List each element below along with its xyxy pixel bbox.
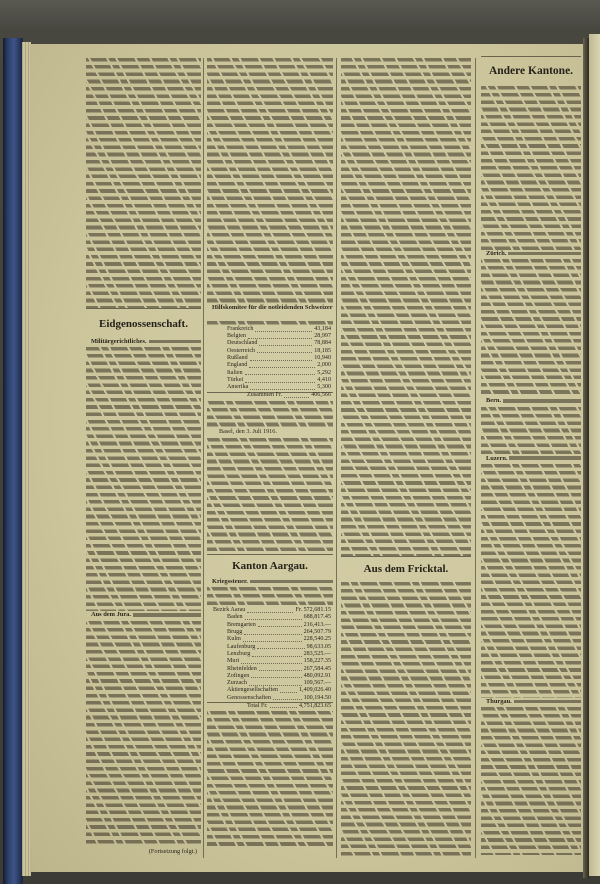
relief-amount: 5,292 — [317, 369, 331, 376]
tax-district: Genossenschaften — [227, 694, 271, 701]
dateline: Basel, den 3. Juli 1916. — [219, 427, 277, 435]
illegible-text-lines — [481, 257, 581, 397]
section-heading-andere-kantone: Andere Kantone. — [481, 56, 581, 84]
tax-district: Muri — [227, 658, 240, 665]
tax-amount: 688,817.45 — [303, 614, 331, 621]
section-heading-eidgenossenschaft: Eidgenossenschaft. — [86, 308, 201, 338]
tax-district: Zofingen — [227, 672, 250, 679]
tax-district: Lenzburg — [227, 650, 251, 657]
tax-row — [207, 651, 333, 658]
tax-amount: 1,409,026.40 — [299, 687, 331, 694]
relief-row — [207, 377, 333, 384]
dot-leader — [259, 667, 302, 671]
illegible-text-lines — [481, 705, 581, 855]
dot-leader — [245, 371, 316, 375]
dot-leader — [258, 623, 302, 627]
dot-leader — [255, 328, 312, 332]
illegible-text-lines — [86, 56, 201, 308]
relief-country: Oesterreich — [227, 347, 256, 354]
book-binding — [3, 38, 23, 884]
relief-total-amount: 406,566 — [311, 392, 331, 399]
relief-amount: 4,410 — [317, 376, 331, 383]
tax-row — [207, 687, 333, 694]
column-rule — [336, 58, 337, 858]
tax-row — [207, 614, 333, 621]
relief-amount: 43,184 — [314, 325, 331, 332]
relief-row — [207, 370, 333, 377]
tax-district: Aktiengesellschaften — [227, 687, 279, 694]
relief-amount: 10,940 — [314, 355, 331, 362]
dot-leader — [257, 645, 304, 649]
dot-leader — [259, 342, 312, 346]
tax-row — [207, 622, 333, 629]
tax-district: Bremgarten — [227, 621, 256, 628]
illegible-text-lines — [341, 580, 471, 856]
article-lead-text: Kriegssteuer. — [212, 577, 248, 585]
tax-total-amount: 4,751,823.65 — [299, 702, 331, 709]
dot-leader — [252, 653, 301, 657]
relief-list — [207, 326, 333, 399]
dot-leader — [247, 609, 293, 613]
illegible-text-lines — [341, 56, 471, 556]
illegible-text-fill — [133, 613, 201, 617]
illegible-text-fill — [503, 399, 581, 403]
tax-amount: 100,194.50 — [303, 694, 331, 701]
section-heading-kanton-aargau: Kanton Aargau. — [207, 554, 333, 578]
illegible-text-lines — [207, 585, 333, 607]
relief-row — [207, 340, 333, 347]
relief-country: Italien — [227, 369, 243, 376]
tax-district: Laufenburg — [227, 643, 256, 650]
tax-amount: 480,092.91 — [303, 672, 331, 679]
tax-amount: 109,567.— — [303, 680, 331, 687]
dot-leader — [245, 616, 302, 620]
column-1 — [86, 56, 201, 860]
dot-leader — [270, 704, 297, 708]
relief-amount: 28,997 — [314, 333, 331, 340]
tax-amount: Fr. 572,681.15 — [295, 607, 331, 614]
article-lead — [86, 611, 201, 618]
relief-amount: 18,185 — [314, 347, 331, 354]
dot-leader — [250, 386, 315, 390]
illegible-text-lines — [481, 84, 581, 250]
relief-amount: 5,300 — [317, 384, 331, 391]
dot-leader — [257, 349, 312, 353]
tax-row — [207, 644, 333, 651]
tax-amount: 264,507.79 — [303, 629, 331, 636]
relief-amount: 78,884 — [314, 340, 331, 347]
dot-leader — [280, 689, 297, 693]
illegible-text-lines — [86, 345, 201, 611]
next-page-edge — [589, 34, 600, 876]
relief-country: Belgien — [227, 333, 246, 340]
dot-leader — [284, 394, 309, 398]
illegible-text-fill — [509, 456, 581, 460]
dot-leader — [245, 379, 315, 383]
tax-amount: 283,525.— — [303, 650, 331, 657]
column-2 — [207, 56, 333, 860]
tax-amount: 228,540.25 — [303, 636, 331, 643]
relief-country: England — [227, 362, 248, 369]
relief-row — [207, 362, 333, 369]
tax-row — [207, 673, 333, 680]
article-lead-relief: Hilfskomitee für die notleidenden Schweizer — [212, 304, 333, 311]
relief-country: Türkei — [227, 376, 244, 383]
column-3 — [341, 56, 471, 860]
tax-row — [207, 695, 333, 702]
tax-total-row — [207, 702, 333, 709]
tax-total-label: Total Fr. — [247, 702, 268, 709]
illegible-text-lines — [207, 436, 333, 554]
illegible-text-fill — [508, 252, 581, 256]
tax-district: Zurzach — [227, 680, 247, 687]
dot-leader — [249, 682, 302, 686]
tax-row — [207, 636, 333, 643]
tax-district: Kulm — [227, 636, 241, 643]
column-rule — [475, 58, 476, 858]
canton-lead-text: Zürich. — [486, 250, 507, 257]
section-heading-fricktal: Aus dem Fricktal. — [341, 556, 471, 580]
illegible-text-lines — [207, 709, 333, 849]
illegible-text-lines — [481, 462, 581, 698]
column-rule — [203, 58, 204, 858]
illegible-text-lines — [207, 399, 333, 428]
tax-district: Baden — [227, 614, 243, 621]
relief-row — [207, 348, 333, 355]
dot-leader — [241, 660, 301, 664]
illegible-text-fill — [149, 340, 201, 344]
dot-leader — [244, 631, 301, 635]
tax-district: Rheinfelden — [227, 665, 257, 672]
illegible-text-fill — [514, 700, 581, 704]
relief-country: Frankreich — [227, 325, 254, 332]
relief-amount: 2,000 — [317, 362, 331, 369]
continuation-note: (Fortsetzung folgt.) — [148, 847, 197, 855]
dot-leader — [243, 638, 302, 642]
relief-country: Deutschland — [227, 340, 258, 347]
article-lead-text: Aus dem Jura. — [91, 611, 131, 619]
article-lead — [207, 578, 333, 585]
article-lead — [86, 338, 201, 345]
dot-leader — [251, 674, 301, 678]
illegible-text-lines — [207, 56, 333, 304]
article-lead — [481, 455, 581, 462]
tax-district: Bezirk Aarau — [213, 607, 246, 614]
tax-row — [207, 607, 333, 614]
tax-amount: 158,227.35 — [303, 658, 331, 665]
relief-row — [207, 384, 333, 391]
canton-lead-text: Luzern. — [486, 454, 508, 462]
canton-lead-text: Bern. — [486, 397, 502, 405]
tax-amount: 216,413.— — [303, 621, 331, 628]
relief-row — [207, 333, 333, 340]
dot-leader — [249, 364, 315, 368]
dot-leader — [250, 357, 313, 361]
illegible-text-lines — [481, 405, 581, 455]
article-lead — [481, 397, 581, 404]
tax-row — [207, 629, 333, 636]
relief-row — [207, 355, 333, 362]
relief-total-label: Zusammen Fr. — [247, 392, 283, 399]
article-lead-text: Militärgerichtliches. — [91, 338, 147, 345]
tax-row — [207, 658, 333, 665]
dot-leader — [273, 696, 302, 700]
illegible-text-lines — [207, 319, 333, 326]
tax-amount: 98,633.05 — [306, 643, 331, 650]
article-lead — [481, 698, 581, 705]
tax-row — [207, 666, 333, 673]
war-tax-table — [207, 607, 333, 709]
illegible-text-lines — [86, 619, 201, 847]
dot-leader — [248, 335, 312, 339]
illegible-text-fill — [250, 580, 333, 584]
relief-country: Amerika — [227, 384, 249, 391]
relief-country: Rußland — [227, 355, 248, 362]
canton-lead-text: Thurgau. — [486, 697, 512, 705]
column-4 — [481, 56, 581, 860]
relief-row — [207, 326, 333, 333]
relief-total-row — [207, 392, 333, 399]
article-lead — [481, 250, 581, 257]
tax-amount: 267,584.45 — [303, 665, 331, 672]
tax-district: Brugg — [227, 629, 243, 636]
